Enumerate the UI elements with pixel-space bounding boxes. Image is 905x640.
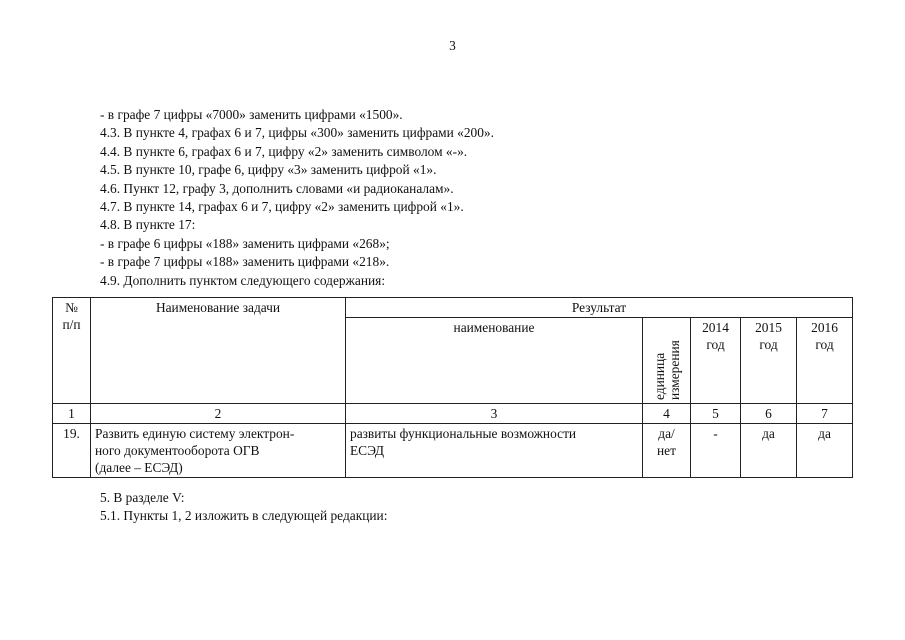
row-task — [91, 424, 346, 478]
paragraph: 4.5. В пункте 10, графе 6, цифру «3» заменить цифрой «1». — [100, 162, 437, 178]
header-2015 — [741, 318, 797, 404]
header-name: наименование — [346, 318, 643, 404]
row-num: 19. — [53, 424, 91, 478]
row-2015: да — [741, 424, 797, 478]
row-2016: да — [797, 424, 853, 478]
header-unit-line: единица — [651, 352, 667, 400]
column-number: 6 — [741, 404, 797, 424]
column-number: 3 — [346, 404, 643, 424]
header-num-line: п/п — [62, 317, 81, 332]
table-header-row — [53, 298, 853, 318]
header-result: Результат — [346, 298, 853, 318]
row-task-line: ного документооборота ОГВ — [95, 443, 260, 458]
row-2014: - — [691, 424, 741, 478]
paragraph: 4.8. В пункте 17: — [100, 217, 196, 233]
column-number: 7 — [797, 404, 853, 424]
page-number: 3 — [449, 38, 456, 53]
row-result-name-line: развиты функциональные возможности — [350, 426, 577, 441]
row-task-line: Развить единую систему электрон- — [95, 426, 295, 441]
header-unit — [643, 318, 691, 404]
paragraph: 5. В разделе V: — [100, 490, 185, 505]
row-unit-line: да/ — [658, 426, 675, 441]
paragraph: 5.1. Пункты 1, 2 изложить в следующей редакции: — [100, 508, 388, 524]
column-number-row — [53, 404, 853, 424]
header-2014-line: год — [706, 337, 725, 352]
header-2015-line: год — [759, 337, 778, 352]
header-num — [53, 298, 91, 404]
header-task: Наименование задачи — [91, 298, 346, 404]
tasks-table — [52, 297, 853, 478]
paragraph: 4.4. В пункте 6, графах 6 и 7, цифру «2» заменить символом «-». — [100, 143, 468, 159]
column-number: 4 — [643, 404, 691, 424]
paragraph: 4.9. Дополнить пунктом следующего содержания: — [100, 272, 386, 288]
column-number: 1 — [53, 404, 91, 424]
paragraph: 4.6. Пункт 12, графу 3, дополнить словами «и радиоканалам». — [100, 180, 454, 196]
column-number: 5 — [691, 404, 741, 424]
row-result-name — [346, 424, 643, 478]
header-2014-line: 2014 — [702, 320, 729, 335]
header-2016-line: 2016 — [811, 320, 838, 335]
paragraph: 4.3. В пункте 4, графах 6 и 7, цифры «300» заменить цифрами «200». — [100, 125, 494, 141]
column-number: 2 — [91, 404, 346, 424]
paragraph: - в графе 7 цифры «188» заменить цифрами «218». — [100, 254, 390, 270]
paragraph: - в графе 6 цифры «188» заменить цифрами «268»; — [100, 235, 390, 251]
header-2015-line: 2015 — [755, 320, 782, 335]
paragraph: - в графе 7 цифры «7000» заменить цифрами «1500». — [100, 107, 403, 122]
header-num-line: № — [65, 300, 78, 315]
header-2016-line: год — [815, 337, 834, 352]
header-2014 — [691, 318, 741, 404]
amendment-list — [100, 106, 860, 290]
header-unit-line: измерения — [666, 340, 682, 400]
row-task-line: (далее – ЕСЭД) — [95, 460, 183, 475]
section-v-text — [100, 489, 860, 526]
row-unit — [643, 424, 691, 478]
paragraph: 4.7. В пункте 14, графах 6 и 7, цифру «2» заменить цифрой «1». — [100, 198, 464, 214]
table-row — [53, 424, 853, 478]
row-unit-line: нет — [657, 443, 676, 458]
row-result-name-line: ЕСЭД — [350, 443, 384, 458]
header-2016 — [797, 318, 853, 404]
